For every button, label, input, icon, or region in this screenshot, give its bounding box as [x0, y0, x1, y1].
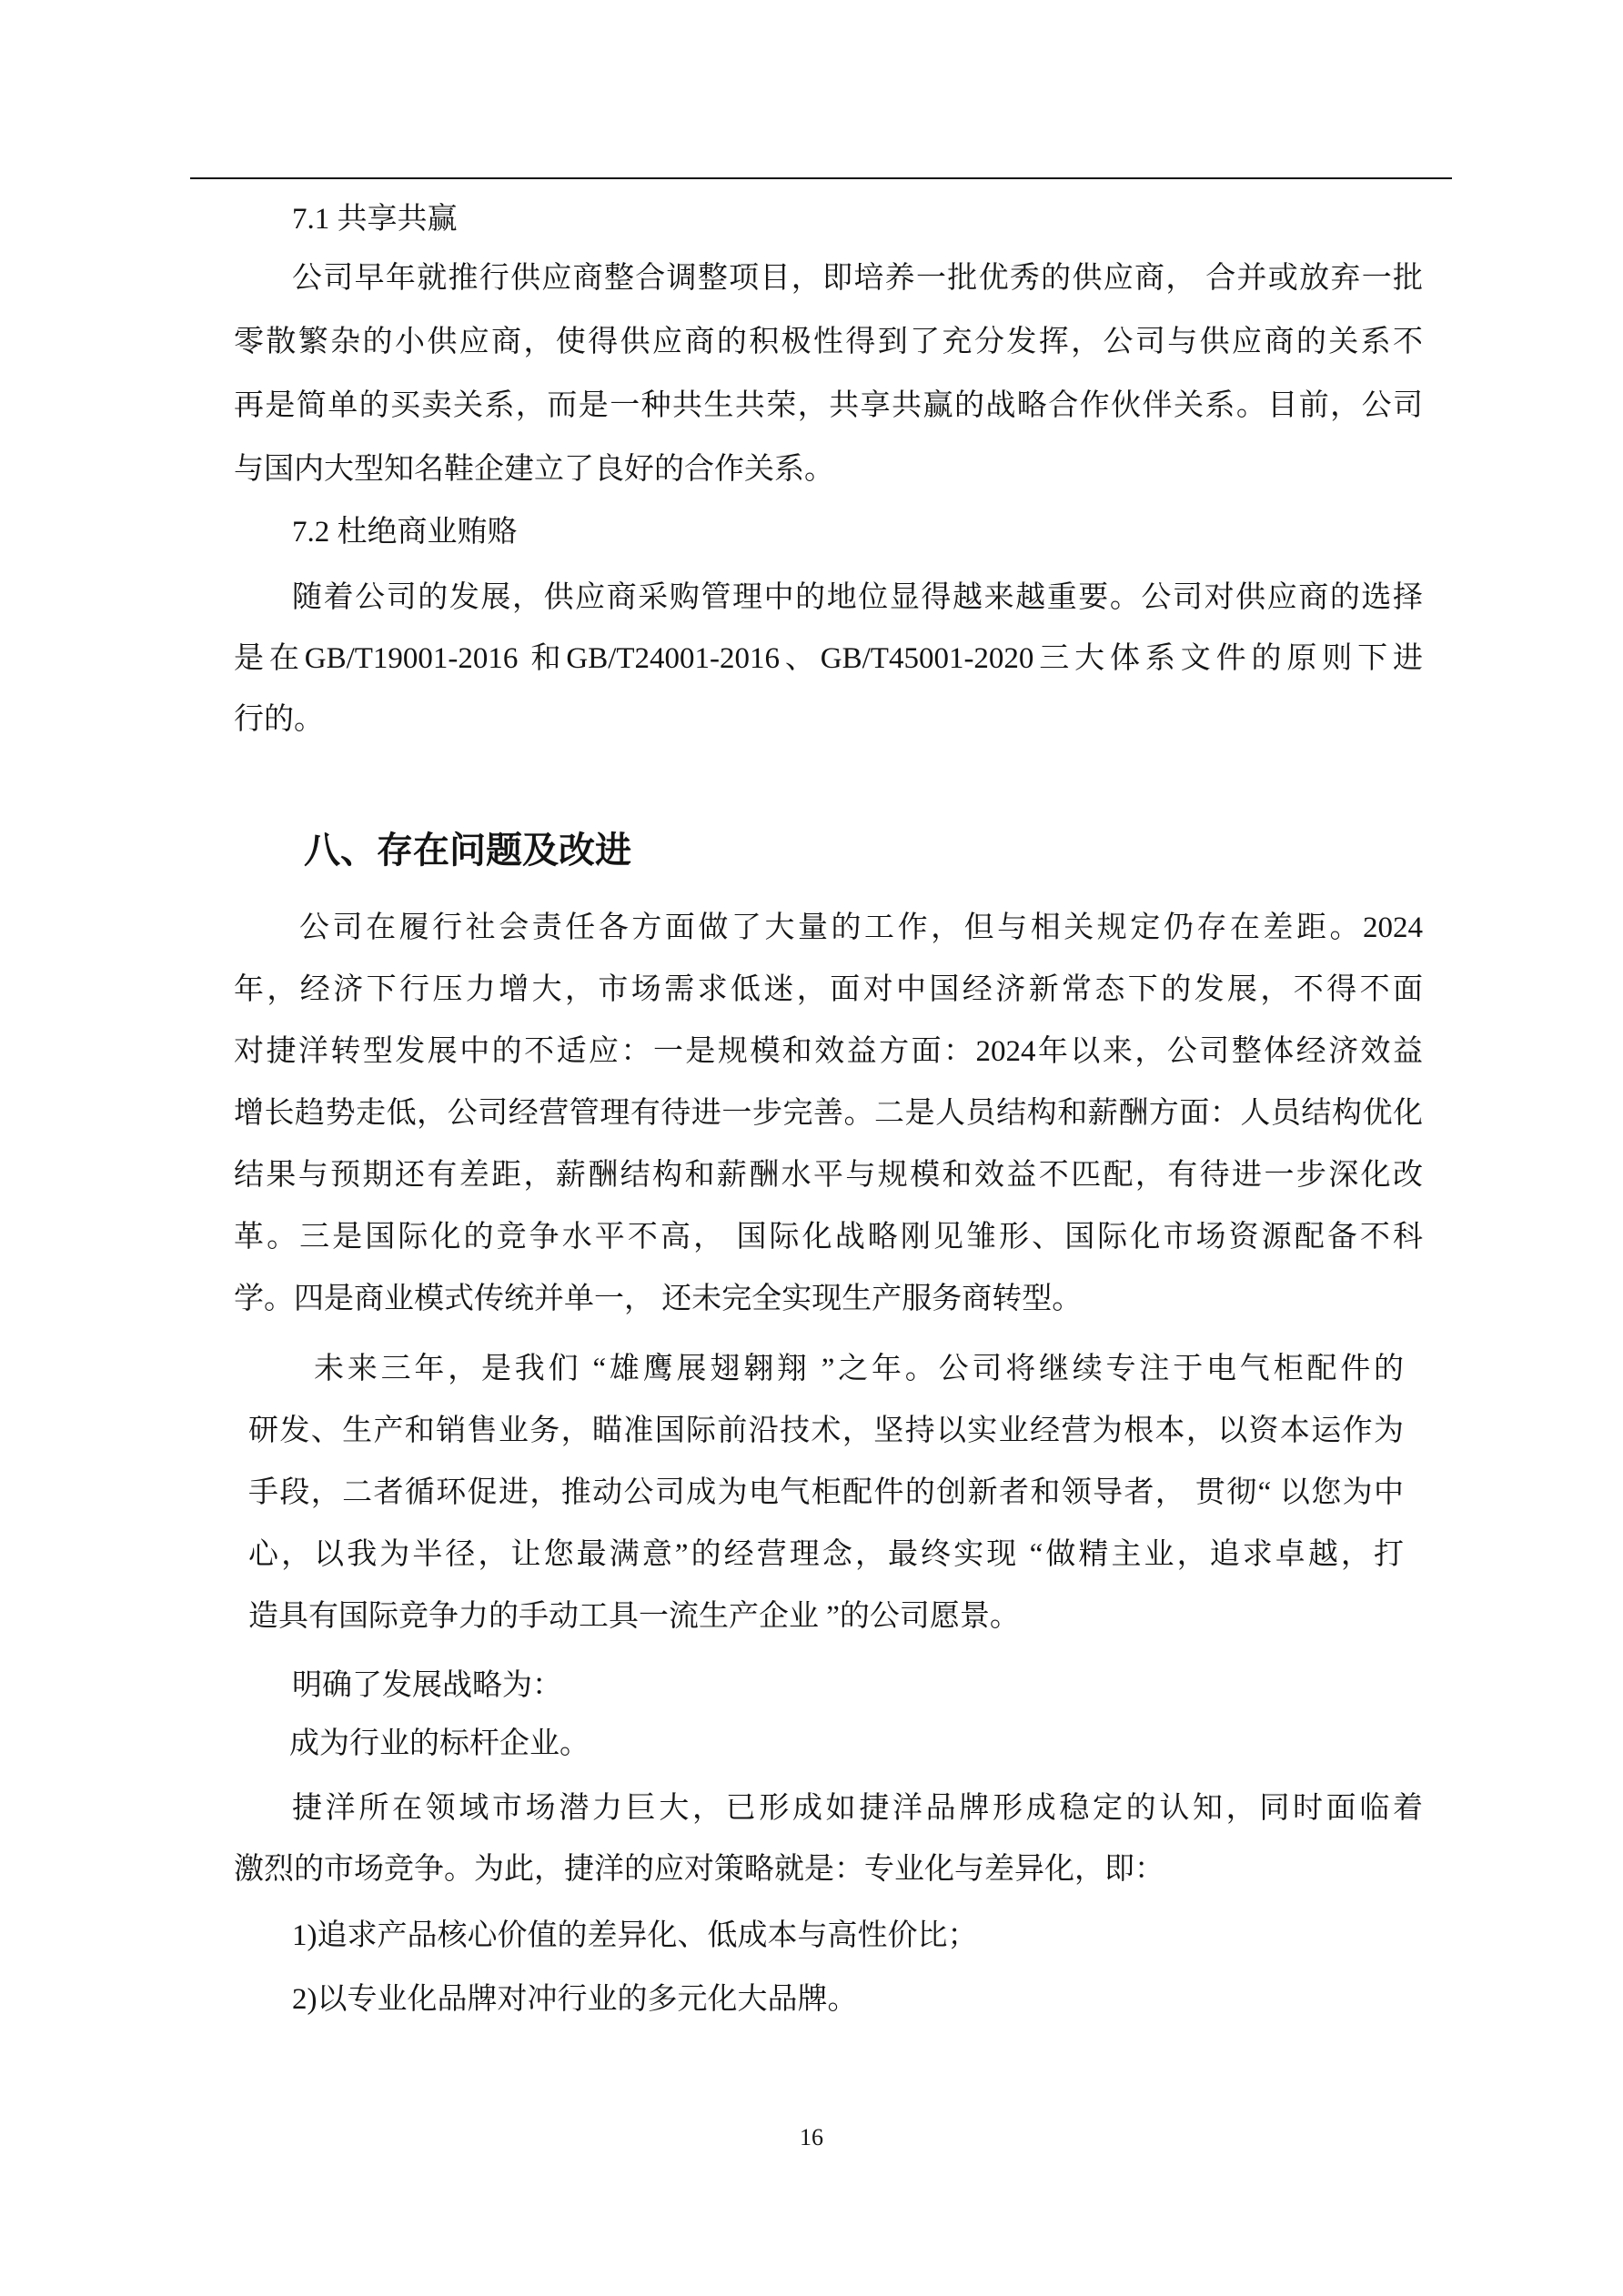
paragraph-line: 随着公司的发展，供应商采购管理中的地位显得越来越重要。公司对供应商的选择 — [292, 581, 1423, 614]
paragraph-line: 对捷洋转型发展中的不适应：一是规模和效益方面：2024年以来，公司整体经济效益 — [234, 1035, 1423, 1068]
section-heading-7-2: 7.2 杜绝商业贿赂 — [292, 516, 518, 549]
section-heading-8: 八、存在问题及改进 — [304, 831, 631, 871]
paragraph-line: 公司在履行社会责任各方面做了大量的工作，但与相关规定仍存在差距。2024 — [299, 911, 1423, 944]
paragraph-line: 造具有国际竞争力的手动工具一流生产企业 ”的公司愿景。 — [248, 1600, 1020, 1633]
paragraph-line: 心，以我为半径，让您最满意”的经营理念，最终实现 “做精主业，追求卓越，打 — [248, 1538, 1404, 1571]
paragraph-line: 革。三是国际化的竞争水平不高， 国际化战略刚见雏形、国际化市场资源配备不科 — [234, 1221, 1423, 1254]
paragraph-7-2 — [234, 568, 1423, 750]
paragraph-line: 学。四是商业模式传统并单一， 还未完全实现生产服务商转型。 — [234, 1283, 1083, 1315]
measure-item: 2)以专业化品牌对冲行业的多元化大品牌。 — [292, 1983, 858, 2016]
strategy-goal: 成为行业的标杆企业。 — [289, 1727, 590, 1760]
paragraph-line: 是在GB/T19001-2016 和GB/T24001-2016、GB/T45001-2020三大体系文件的原则下进 — [234, 642, 1423, 675]
paragraph-line: 年，经济下行压力增大，市场需求低迷，面对中国经济新常态下的发展，不得不面 — [234, 973, 1423, 1006]
paragraph-line: 再是简单的买卖关系，而是一种共生共荣，共享共赢的战略合作伙伴关系。目前，公司 — [234, 389, 1423, 422]
section-heading-7-1: 7.1 共享共赢 — [292, 203, 458, 236]
paragraph-8-3 — [234, 1778, 1423, 1900]
paragraph-line: 结果与预期还有差距，薪酬结构和薪酬水平与规模和效益不匹配，有待进一步深化改 — [234, 1159, 1423, 1192]
paragraph-8-2 — [248, 1338, 1404, 1647]
paragraph-line: 与国内大型知名鞋企建立了良好的合作关系。 — [234, 453, 834, 486]
paragraph-line: 捷洋所在领域市场潜力巨大，已形成如捷洋品牌形成稳定的认知，同时面临着 — [292, 1792, 1423, 1825]
paragraph-8-1 — [234, 897, 1423, 1330]
paragraph-line: 研发、生产和销售业务，瞄准国际前沿技术，坚持以实业经营为根本，以资本运作为 — [248, 1415, 1404, 1447]
paragraph-7-1 — [234, 247, 1423, 501]
measure-item: 1)追求产品核心价值的差异化、低成本与高性价比； — [292, 1919, 978, 1952]
paragraph-line: 未来三年，是我们 “雄鹰展翅翱翔 ”之年。公司将继续专注于电气柜配件的 — [314, 1353, 1404, 1385]
page-number: 16 — [800, 2124, 823, 2150]
header-rule — [190, 177, 1452, 179]
paragraph-line: 行的。 — [234, 703, 324, 736]
paragraph-line: 公司早年就推行供应商整合调整项目，即培养一批优秀的供应商， 合并或放弃一批 — [292, 262, 1423, 295]
paragraph-line: 增长趋势走低，公司经营管理有待进一步完善。二是人员结构和薪酬方面：人员结构优化 — [234, 1097, 1423, 1130]
paragraph-line: 零散繁杂的小供应商，使得供应商的积极性得到了充分发挥，公司与供应商的关系不 — [234, 326, 1423, 358]
paragraph-line: 手段，二者循环促进，推动公司成为电气柜配件的创新者和领导者， 贯彻“ 以您为中 — [248, 1476, 1404, 1509]
paragraph-line: 激烈的市场竞争。为此，捷洋的应对策略就是：专业化与差异化，即： — [234, 1853, 1164, 1886]
strategy-intro: 明确了发展战略为： — [292, 1669, 562, 1702]
